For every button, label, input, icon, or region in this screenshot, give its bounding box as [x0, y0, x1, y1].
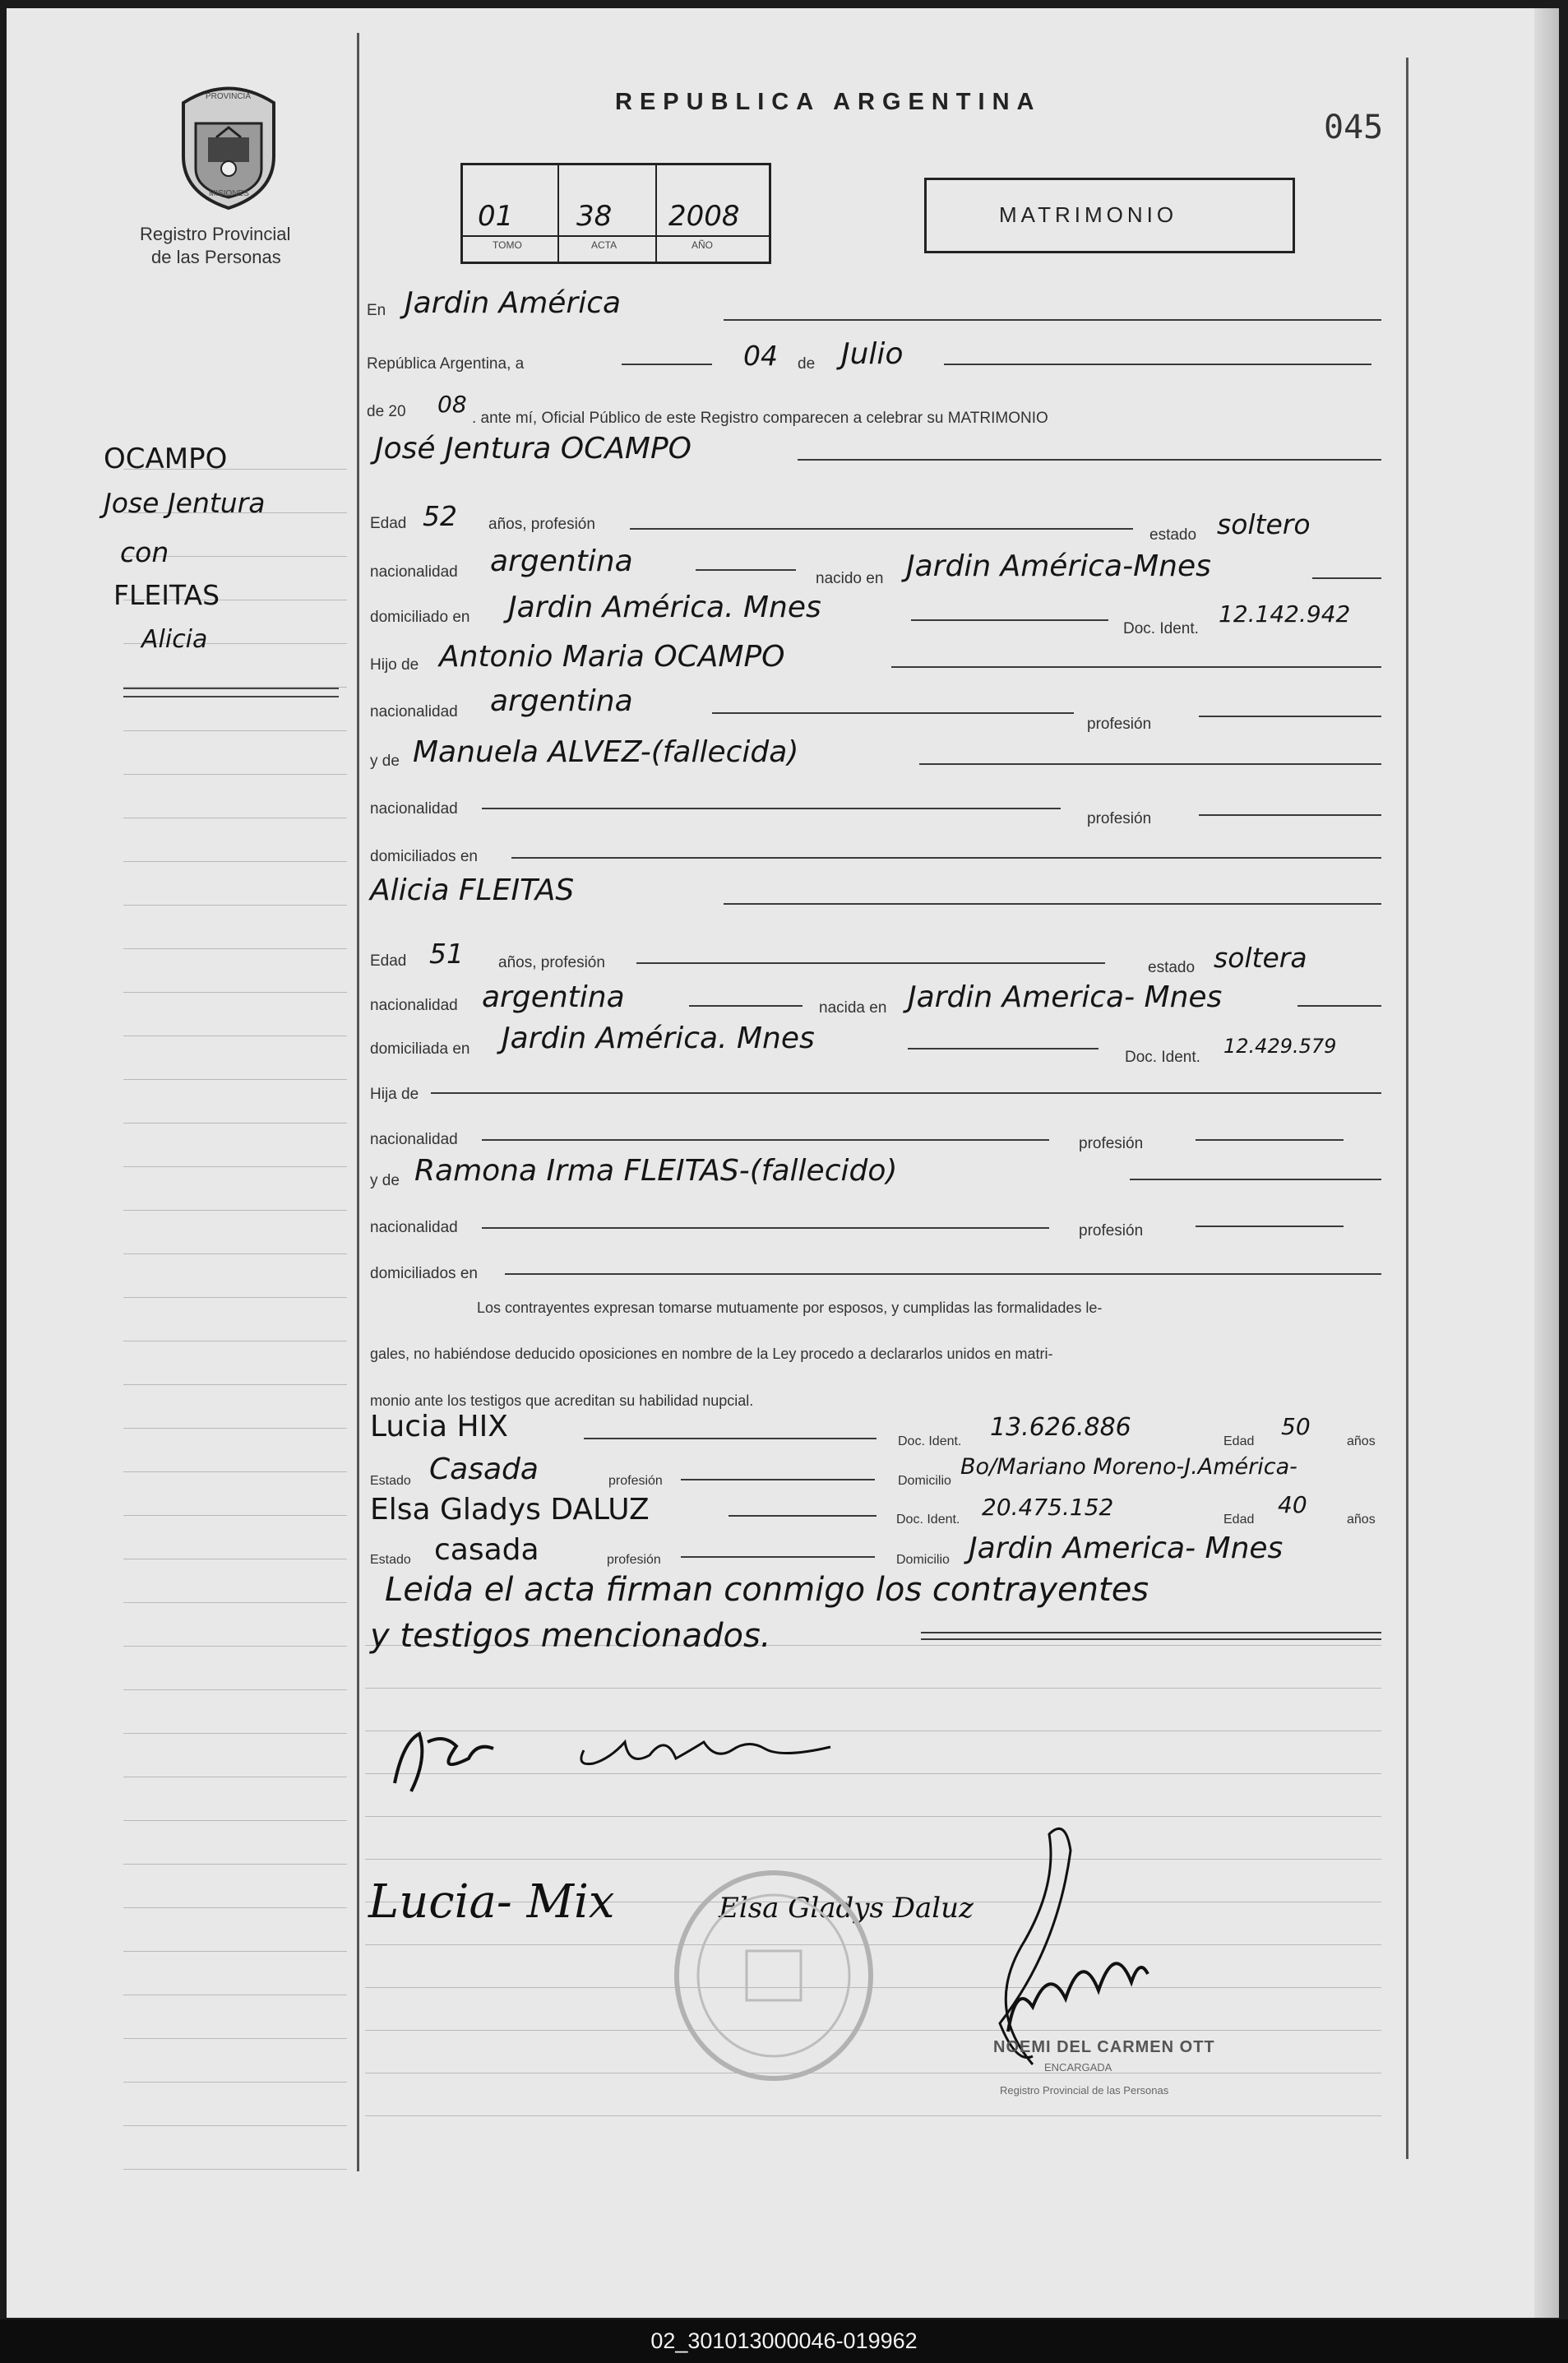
de-label: de: [798, 355, 816, 373]
bride-nacionalidad: argentina: [482, 980, 625, 1014]
margin-note-line-3: con: [120, 536, 169, 568]
witness2-name: Elsa Gladys DALUZ: [370, 1493, 650, 1527]
margin-divider: [357, 33, 359, 2171]
margin-note-line-1: OCAMPO: [104, 442, 228, 475]
bride-father-nac-label: nacionalidad: [370, 1131, 458, 1148]
registry-line-1: Registro Provincial: [140, 224, 291, 244]
groom-father-prof-label: profesión: [1087, 716, 1152, 733]
anio-value: 2008: [668, 200, 740, 233]
margin-rule: [123, 1428, 347, 1429]
declaration-line-3: monio ante los testigos que acreditan su habilidad nupcial.: [370, 1392, 754, 1409]
register-page: [7, 8, 1559, 2318]
bride-mother-nac-label: nacionalidad: [370, 1219, 458, 1236]
witness1-doc: 13.626.886: [990, 1413, 1131, 1442]
page-rule: [365, 2115, 1381, 2116]
republic-label: República Argentina, a: [367, 355, 525, 373]
tomo-value: 01: [478, 200, 514, 233]
margin-rule: [123, 1864, 347, 1865]
acta-label: ACTA: [591, 239, 617, 251]
witness1-age: 50: [1281, 1413, 1311, 1440]
margin-note-line-4: FLEITAS: [113, 579, 220, 611]
year-prefix: de 20: [367, 403, 406, 420]
stamp-role: ENCARGADA: [1044, 2061, 1112, 2073]
margin-rule: [123, 1907, 347, 1908]
witness1-anos: años: [1347, 1434, 1376, 1448]
margin-rule: [123, 1820, 347, 1821]
margin-rule: [123, 861, 347, 862]
margin-rule: [123, 2082, 347, 2083]
groom-mother: Manuela ALVEZ-(fallecida): [413, 735, 799, 769]
margin-rule: [123, 1123, 347, 1124]
groom-name: José Jentura OCAMPO: [375, 432, 692, 466]
place: Jardin América: [405, 286, 622, 320]
bride-mother-prof-label: profesión: [1079, 1222, 1144, 1239]
intro-clause: . ante mí, Oficial Público de este Registro comparecen a celebrar su MATRIMONIO: [472, 410, 1048, 427]
witness2-domicilio: Jardin America- Mnes: [969, 1531, 1284, 1565]
witness2-doc-label: Doc. Ident.: [896, 1513, 960, 1527]
margin-rule: [123, 1471, 347, 1472]
image-id-footer: 02_301013000046-019962: [0, 2319, 1568, 2363]
groom-father-nac: argentina: [490, 684, 633, 718]
margin-rule: [123, 1515, 347, 1516]
witness1-dom-label: Domicilio: [898, 1474, 951, 1488]
declaration-line-2: gales, no habiéndose deducido oposiciones en nombre de la Ley procedo a declararlos unidos en matri-: [370, 1346, 1053, 1362]
declaration-line-1: Los contrayentes expresan tomarse mutuamente por esposos, y cumplidas las formalidades le-: [477, 1300, 1103, 1316]
margin-rule: [123, 1733, 347, 1734]
bride-estado: soltera: [1214, 942, 1307, 974]
margin-rule: [123, 1210, 347, 1211]
witness2-anos: años: [1347, 1513, 1376, 1527]
margin-rule: [123, 774, 347, 775]
year-suffix: 08: [437, 391, 467, 418]
groom-age: 52: [423, 500, 457, 532]
page-rule: [365, 1688, 1381, 1689]
groom-doc-label: Doc. Ident.: [1123, 620, 1199, 637]
emblem-lettering-bottom: MISIONES: [209, 189, 249, 198]
closing-line-1: Leida el acta firman conmigo los contrayentes: [385, 1571, 1149, 1609]
witness2-estado: casada: [434, 1533, 539, 1567]
bride-edad-label: Edad: [370, 952, 407, 970]
margin-note-line-5: Alicia: [141, 625, 208, 654]
groom-nacido: Jardin América-Mnes: [906, 549, 1211, 583]
margin-rule: [123, 992, 347, 993]
margin-rule: [123, 2125, 347, 2126]
groom-dom-label: domiciliado en: [370, 609, 470, 626]
witness1-prof-label: profesión: [608, 1474, 663, 1488]
witness1-domicilio: Bo/Mariano Moreno-J.América-: [960, 1454, 1297, 1480]
margin-rule: [123, 1951, 347, 1952]
margin-note-line-2: Jose Jentura: [104, 487, 266, 519]
en-label: En: [367, 302, 386, 319]
bride-age: 51: [429, 938, 464, 970]
bride-doc-label: Doc. Ident.: [1125, 1049, 1200, 1066]
margin-rule: [123, 1646, 347, 1647]
signature-lucia-mix: Lucia- Mix: [368, 1875, 615, 1929]
groom-domicilio: Jardin América. Mnes: [508, 591, 821, 624]
groom-estado-label: estado: [1149, 526, 1197, 544]
margin-rule: [123, 730, 347, 731]
groom-parents-dom-label: domiciliados en: [370, 848, 478, 865]
groom-doc: 12.142.942: [1219, 600, 1351, 628]
month: Julio: [841, 337, 904, 371]
bride-name: Alicia FLEITAS: [370, 873, 575, 907]
bride-anos-profesion: años, profesión: [498, 954, 605, 971]
groom-father: Antonio Maria OCAMPO: [439, 640, 785, 674]
margin-rule: [123, 1384, 347, 1385]
groom-anos-profesion: años, profesión: [488, 516, 595, 533]
margin-rule: [123, 1079, 347, 1080]
official-seal-icon: [671, 1869, 877, 2083]
groom-nac-label: nacionalidad: [370, 563, 458, 581]
bride-parents-dom-label: domiciliados en: [370, 1265, 478, 1282]
day: 04: [743, 340, 778, 372]
margin-rule: [123, 1689, 347, 1690]
officer-signature-icon: [983, 1818, 1173, 2073]
right-border: [1406, 58, 1408, 2159]
groom-nacido-label: nacido en: [816, 570, 884, 587]
bride-nacida-label: nacida en: [819, 999, 887, 1017]
bride-father-prof-label: profesión: [1079, 1135, 1144, 1152]
groom-estado: soltero: [1217, 508, 1311, 540]
bride-yde-label: y de: [370, 1172, 400, 1189]
registration-box: [460, 163, 771, 264]
groom-father-nac-label: nacionalidad: [370, 703, 458, 720]
groom-edad-label: Edad: [370, 515, 407, 532]
bride-mother: Ramona Irma FLEITAS-(fallecido): [414, 1154, 898, 1188]
margin-rule: [123, 905, 347, 906]
witness2-age: 40: [1278, 1491, 1307, 1518]
page-rule: [365, 1816, 1381, 1817]
margin-rule: [123, 948, 347, 949]
margin-rule: [123, 1253, 347, 1254]
witness2-estado-label: Estado: [370, 1553, 411, 1567]
witness2-dom-label: Domicilio: [896, 1553, 950, 1567]
signature-elsa-daluz: Elsa Gladys Daluz: [719, 1892, 974, 1925]
registry-line-2: de las Personas: [151, 247, 281, 267]
margin-rule: [123, 1297, 347, 1298]
groom-mother-nac-label: nacionalidad: [370, 800, 458, 818]
republic-title: REPUBLICA ARGENTINA: [615, 89, 1042, 115]
official-signature-icon: [378, 1709, 839, 1800]
bride-nac-label: nacionalidad: [370, 997, 458, 1014]
margin-rule: [123, 2169, 347, 2170]
stamp-name: NOEMI DEL CARMEN OTT: [993, 2038, 1215, 2056]
page-rule: [365, 1859, 1381, 1860]
tomo-label: TOMO: [493, 239, 522, 251]
witness2-doc: 20.475.152: [982, 1494, 1114, 1521]
witness1-estado: Casada: [429, 1453, 539, 1486]
witness1-estado-label: Estado: [370, 1474, 411, 1488]
bride-estado-label: estado: [1148, 959, 1196, 976]
act-type-box: [924, 178, 1295, 253]
bride-hija-label: Hija de: [370, 1086, 419, 1103]
groom-yde-label: y de: [370, 753, 400, 770]
bride-dom-label: domiciliada en: [370, 1040, 470, 1058]
margin-rule: [123, 1166, 347, 1167]
groom-mother-prof-label: profesión: [1087, 810, 1152, 827]
witness2-edad-label: Edad: [1223, 1513, 1255, 1527]
bride-domicilio: Jardin América. Mnes: [502, 1022, 815, 1055]
margin-rule: [123, 1602, 347, 1603]
anio-label: AÑO: [691, 239, 714, 251]
act-type: MATRIMONIO: [999, 202, 1178, 227]
stamp-registry: Registro Provincial de las Personas: [1000, 2084, 1169, 2097]
folio-number: 045: [1324, 109, 1384, 146]
groom-hijo-label: Hijo de: [370, 656, 419, 674]
margin-rule: [123, 2038, 347, 2039]
witness1-name: Lucia HIX: [370, 1410, 508, 1443]
bride-doc: 12.429.579: [1223, 1035, 1337, 1058]
acta-value: 38: [576, 200, 613, 233]
witness1-doc-label: Doc. Ident.: [898, 1434, 962, 1448]
witness1-edad-label: Edad: [1223, 1434, 1255, 1448]
emblem-lettering-top: PROVINCIA: [206, 92, 252, 101]
witness2-prof-label: profesión: [607, 1553, 661, 1567]
groom-nacionalidad: argentina: [490, 544, 633, 578]
bride-nacida: Jardin America- Mnes: [908, 980, 1223, 1014]
closing-line-2: y testigos mencionados.: [370, 1617, 771, 1655]
